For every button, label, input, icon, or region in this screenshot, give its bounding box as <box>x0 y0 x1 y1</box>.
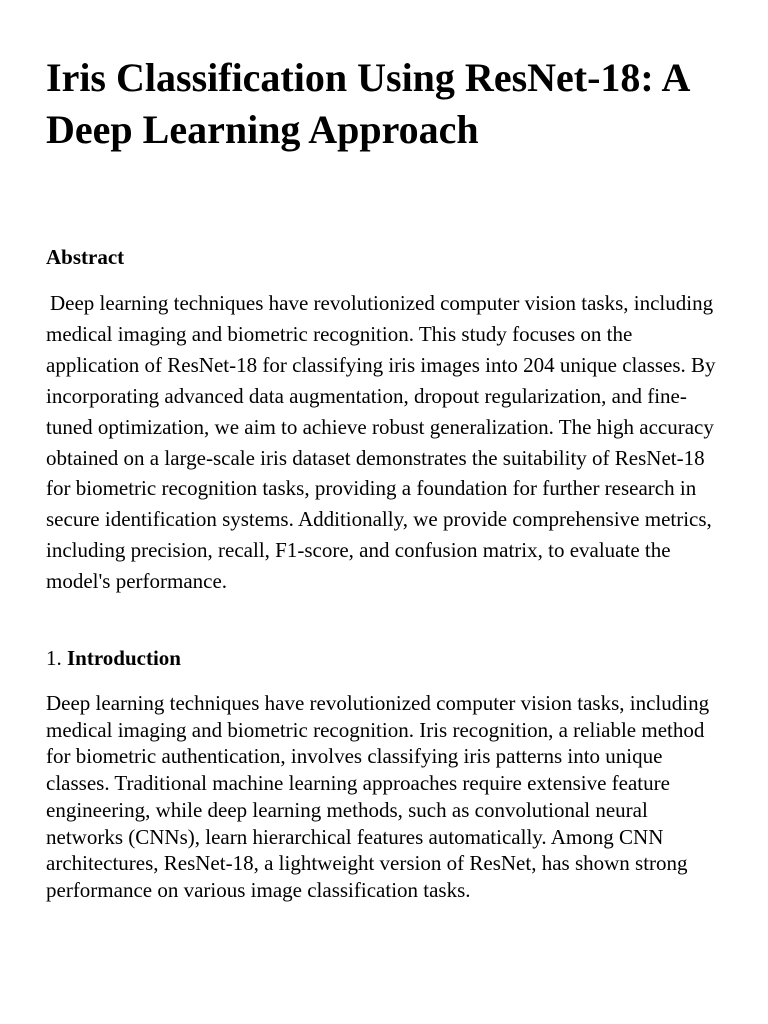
section-number: 1. <box>46 646 62 670</box>
abstract-text: Deep learning techniques have revolutionized computer vision tasks, including medical imaging and biometric recognition. This study focuses on the application of ResNet-18 for classifying iris images into 204 unique classes. By incorporating advanced data augmentation, dropout regularization, and fine-tuned optimization, we aim to achieve robust generalization. The high accuracy obtained on a large-scale iris dataset demonstrates the suitability of ResNet-18 for biometric recognition tasks, providing a foundation for further research in secure identification systems. Additionally, we provide comprehensive metrics, including precision, recall, F1-score, and confusion matrix, to evaluate the model's performance. <box>46 291 716 594</box>
introduction-body: Deep learning techniques have revolutionized computer vision tasks, including medical imaging and biometric recognition. Iris recognition, a reliable method for biometric authentication, involves classifying iris patterns into unique classes. Traditional machine learning approaches require extensive feature engineering, while deep learning methods, such as convolutional neural networks (CNNs), learn hierarchical features automatically. Among CNN architectures, ResNet-18, a lightweight version of ResNet, has shown strong performance on various image classification tasks. <box>46 691 710 902</box>
abstract-body <box>46 288 726 597</box>
paper-title: Iris Classification Using ResNet-18: A Deep Learning Approach <box>46 55 689 152</box>
section-title: Introduction <box>67 646 181 670</box>
abstract-heading: Abstract <box>46 245 125 269</box>
introduction-heading <box>46 645 181 671</box>
